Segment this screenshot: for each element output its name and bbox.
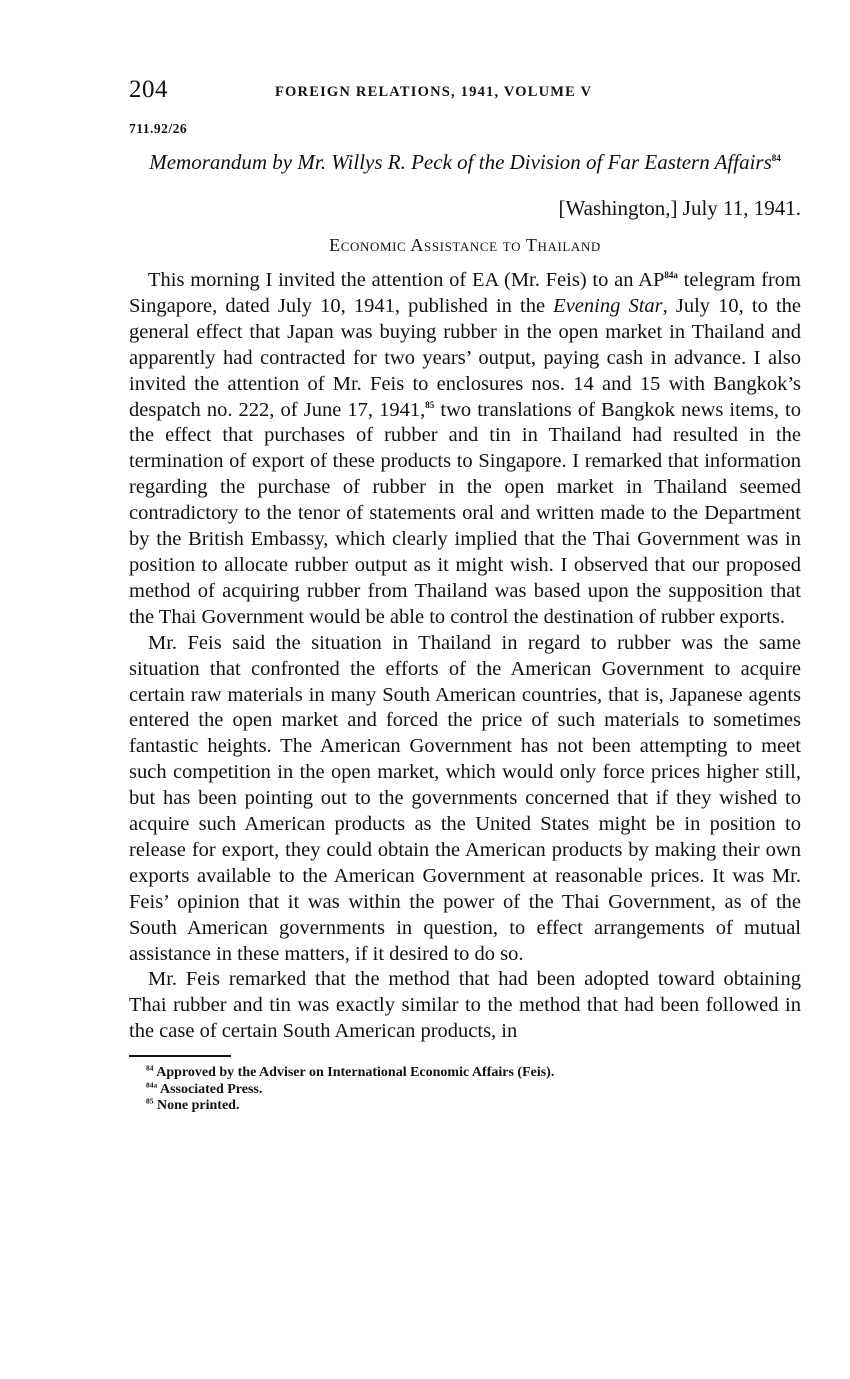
paragraph-1-part-c: , July 10, to the general effect that Japan was buying rubber in the open market in Thailand and apparently had contracted for two years’ output, paying cash in advance. I also invited the attention of Mr. Feis to enclosures nos. 14 and 15 with Bangkok’s despatch no. 222, of June 17, 1941, — [129, 294, 801, 421]
footnote-ref-84a: 84a — [664, 270, 678, 281]
document-page — [129, 76, 801, 1115]
paragraph-1-part-b: telegram from Singapore, dated July 10, 1941, published in the — [129, 269, 802, 317]
footnote-rule — [129, 1055, 231, 1057]
footnotes — [129, 1065, 801, 1115]
paragraph-2: Mr. Feis said the situation in Thailand in regard to rubber was the same situation that confronted the efforts of the American Government to acquire certain raw materials in many South American countries, that is, Japanese agents entered the open market and forced the price of such materials to sometimes fantastic heights. The American Government has not been attempting to meet such competition in the open market, which would only force prices higher still, but has been pointing out to the governments concerned that if they wished to acquire such American products as the United States might be in position to release for export, they could obtain the American products by making their own exports available to the American Government at reasonable prices. It was Mr. Feis’ opinion that it was within the power of the Thai Government, as of the South American governments in question, to effect arrangements of mutual assistance in these matters, if it desired to do so. — [129, 631, 801, 965]
paragraph-3: Mr. Feis remarked that the method that had been adopted toward obtaining Thai rubber and tin was exactly similar to the method that had been followed in the case of certain South American products, in — [129, 968, 801, 1043]
running-head-title: FOREIGN RELATIONS, 1941, VOLUME V — [275, 84, 593, 100]
newspaper-title: Evening Star — [553, 294, 663, 317]
footnote-ref-84: 84 — [771, 153, 781, 163]
footnote-text: Associated Press. — [159, 1081, 263, 1097]
paragraph-1-part-a: This morning I invited the attention of EA (Mr. Feis) to an AP — [148, 269, 665, 291]
footnote-ref-85: 85 — [425, 399, 435, 410]
footnote-text: None printed. — [157, 1098, 240, 1114]
document-title-text: Memorandum by Mr. Willys R. Peck of the Division of Far Eastern Affairs — [149, 150, 772, 174]
paragraph-1-part-d: two translations of Bangkok news items, to the effect that purchases of rubber and tin in Thailand had resulted in the termination of export of these products to Singapore. I remarked that information regarding the purchase of rubber in the open market in Thailand seemed contradictory to the tenor of statements oral and written made to the Department by the British Embassy, which clearly implied that the Thai Government was in position to allocate rubber output as it might wish. I observed that our proposed method of acquiring rubber from Thailand was based upon the supposition that the Thai Government would be able to control the destination of rubber exports. — [129, 398, 801, 628]
document-title — [129, 149, 801, 175]
footnote — [146, 1065, 801, 1082]
footnote-marker: 84 — [146, 1063, 154, 1073]
subject-heading: Economic Assistance to Thailand — [329, 235, 601, 255]
dateline: [Washington,] July 11, 1941. — [558, 196, 801, 220]
footnote-marker: 85 — [146, 1096, 154, 1106]
running-head — [129, 76, 801, 108]
paragraph-1 — [129, 268, 801, 631]
footnote — [146, 1082, 801, 1099]
body-text — [129, 268, 801, 1045]
footnote-text: Approved by the Adviser on International Economic Affairs (Feis). — [156, 1065, 555, 1081]
footnote — [146, 1098, 801, 1115]
page-number: 204 — [129, 76, 168, 103]
file-number: 711.92/26 — [129, 121, 188, 136]
footnote-marker: 84a — [146, 1080, 158, 1090]
